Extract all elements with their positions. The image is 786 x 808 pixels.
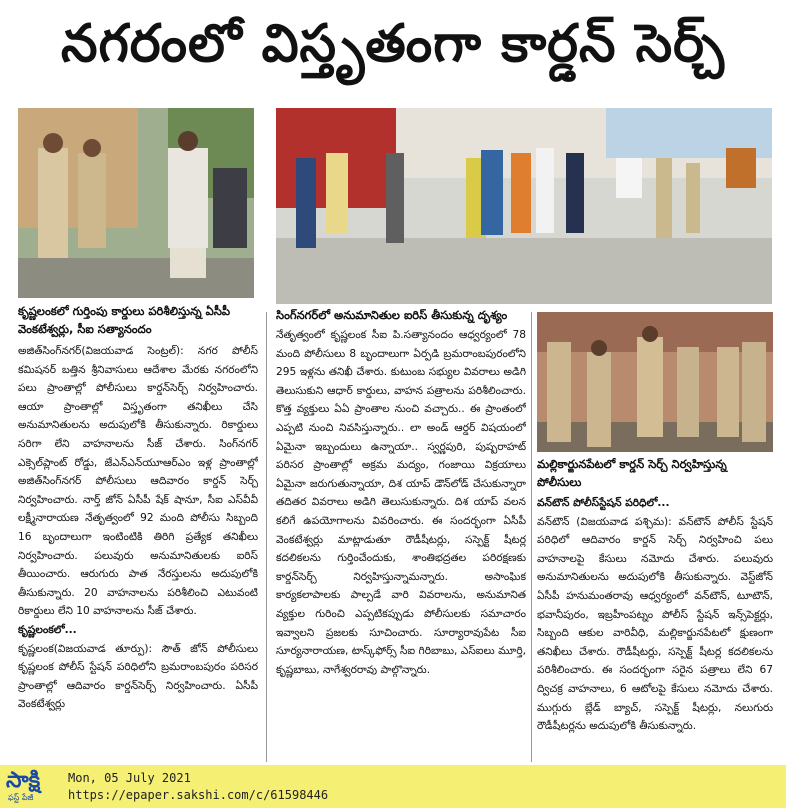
- col1-subheading: కృష్ణలంకలో...: [18, 623, 77, 636]
- photo-police-checking-id: [18, 108, 254, 298]
- column-divider-1: [266, 312, 267, 762]
- col2-paragraph-1: నేతృత్వంలో కృష్ణలంక సీఐ పి.సత్యానందం ఆధ్వర్యంలో 78 మంది పోలీసులు 8 బృందాలుగా ఏర్పడి బ్రమరాంబపురంలోని 295 ఇళ్లను తనిఖీ చేశారు. కుటుంబ సభ్యుల వివరాలు అడిగి తెలుసుకుని ఆధార్ కార్డులు, వాహన పత్రాలను పరిశీలించారు. కొత్త వ్యక్తులు ఏఏ ప్రాంతాల నుంచి వచ్చారు.. ఈ ప్రాంతంలో ఎప్పటి నుంచి నివసిస్తున్నారు.. లా అండ్ ఆర్డర్ విషయంలో ఏమైనా ఇబ్బందులు ఉన్నాయా.. స్వర్ణపురి, పుష్పరాహట్ పరిసర ప్రాంతాల్లో అక్రమ మద్యం, గంజాయి విక్రయాలు ఏమైనా జరుగుతున్నాయా, దిశ యాప్ డౌన్‌లోడ్ చేసుకున్నారా తదితర వివరాలు అడిగి తెలుసుకున్నారు. దిశ యాప్ వలన కలిగే ఉపయోగాలను వివరించారు. ఈ సందర్భంగా ఏసీపీ వెంకటేశ్వర్లు మాట్లాడుతూ రౌడీషీటర్లు, సస్పెక్ట్ షీటర్ల కదలికలను గుర్తించేందుకు, శాంతిభద్రతల పరిరక్షణకు కార్డన్‌సెర్చ్ నిర్వహిస్తున్నామన్నారు. అసాంఘిక కార్యకలాపాలకు పాల్పడే వారి వివరాలను, అనుమానిత వ్యక్తుల గురించి ఎప్పటికప్పుడు పోలీసులకు సమాచారం ఇవ్వాలని ప్రజలకు సూచించారు. సూర్యారావుపేట సీఐ సూర్యనారాయణ, టాస్క్‌ఫోర్స్ సీఐ గిరిబాబు, ఎస్‌ఐలు మూర్తి, కృష్ణబాబు, నాగేశ్వరరావు పాల్గొన్నారు.: [276, 329, 526, 676]
- col1-paragraph-1: అజిత్‌సింగ్‌నగర్(విజయవాడ సెంట్రల్): నగర పోలీస్ కమిషనర్ బత్తిన శ్రీనివాసులు ఆదేశాల మేరకు నగరంలోని పలు ప్రాంతాల్లో పోలీసులు కార్డన్‌సెర్చ్ నిర్వహించారు. ఆయా ప్రాంతాల్లో విస్తృతంగా తనిఖీలు చేసి అనుమానితులను అదుపులోకి తీసుకున్నారు. రికార్డులు సరిగా లేని వాహనాలను సీజ్ చేశారు. సింగ్‌నగర్ ఎక్సెల్‌ప్లాంట్ రోడ్డు, జేఎన్‌ఎన్‌యూఆర్‌ఎం ఇళ్ల ప్రాంతాల్లో అజిత్‌సింగ్‌నగర్ పోలీసులు ఆదివారం కార్డన్ సెర్చ్ నిర్వహించారు. నార్త్ జోన్ ఏసీపీ షేక్ షానూ, సీఐ ఎస్‌వీవీ లక్ష్మీనారాయణ నేతృత్వంలో 92 మంది పోలీసు సిబ్బంది 16 బృందాలుగా ఇంటింటికి తిరిగి ప్రత్యేక తనిఖీలు నిర్వహించారు. పలువురు అనుమానితులకు ఐరిస్ తీయించారు. ఆరుగురు పాత నేరస్తులను అదుపులోకి తీసుకున్నారు. 20 వాహనాలను పరిశీలించి ఎటువంటి రికార్డులు లేని 10 వాహనాలను సీజ్ చేశారు.: [18, 345, 258, 618]
- photo-iris-scan: [276, 108, 772, 304]
- photo-caption-middle: సింగ్‌నగర్‌లో అనుమానితుల ఐరిస్ తీసుకున్న దృశ్యం: [276, 308, 508, 322]
- col3-subheading: వన్‌టౌన్ పోలీస్‌స్టేషన్ పరిధిలో...: [537, 497, 670, 509]
- article-column-2: [276, 326, 526, 764]
- photo-caption-right: మల్లికార్జునపేటలో కార్డన్ సెర్చ్ నిర్వహిస్తున్న పోలీసులు: [537, 457, 727, 489]
- article-column-1: [18, 342, 258, 764]
- edition-date: Mon, 05 July 2021: [68, 771, 191, 785]
- col1-paragraph-2: కృష్ణలంక(విజయవాడ తూర్పు): సౌత్ జోన్ పోలీసులు కృష్ణలంక పోలీస్ స్టేషన్ పరిధిలోని బ్రమరాంబపురం పరిసర ప్రాంతాల్లో ఆదివారం కార్డన్‌సెర్చ్ నిర్వహించారు. ఏసీపీ వెంకటేశ్వర్లు: [18, 642, 258, 711]
- photo-caption-left: కృష్ణలంకలో గుర్తింపు కార్డులు పరిశీలిస్తున్న ఏసీపీ వెంకటేశ్వర్లు, సీఐ సత్యానందం: [18, 304, 231, 336]
- headline: నగరంలో విస్తృతంగా కార్డన్ సెర్చ్: [60, 13, 726, 74]
- logo-wordmark: సాక్షి: [6, 768, 41, 793]
- sakshi-logo: [6, 769, 62, 803]
- logo-subtext: ఫస్ట్ పేజీ: [8, 793, 34, 802]
- photo-police-group: [537, 312, 773, 452]
- epaper-url-link[interactable]: https://epaper.sakshi.com/c/61598446: [68, 788, 329, 802]
- col3-paragraph-1: వన్‌టౌన్ (విజయవాడ పశ్చిమ): వన్‌టౌన్ పోలీస్ స్టేషన్ పరిధిలో ఆదివారం కార్డన్ సెర్చ్ నిర్వహించి పలు వాహనాలపై కేసులు నమోదు చేశారు. పలువురు అనుమానితులను అదుపులోకి తీసుకున్నారు. వెస్ట్‌జోన్ ఏసీపీ హనుమంతరావు ఆధ్వర్యంలో వన్‌టౌన్, టూటౌన్, భవానీపురం, ఇబ్రహీంపట్నం పోలీస్ స్టేషన్ ఇన్స్‌పెక్టర్లు, సిబ్బంది ఆకుల వారివీధి, మల్లికార్జునపేటలో క్షుణంగా తనిఖీలు చేశారు. రౌడీషీటర్లు, సస్పెక్ట్ షీటర్ల కదలికలను పరిశీలించారు. ఈ సందర్భంగా సరైన పత్రాలు లేని 67 ద్విచక్ర వాహనాలు, 6 ఆటోలపై కేసులు నమోదు చేశారు. ముగ్గురు బ్లేడ్ బ్యాచ్, సస్పెక్ట్ షీటర్లు, నలుగురు రౌడీషీటర్లను అదుపులోకి తీసుకున్నారు.: [537, 515, 773, 733]
- epaper-footer: [0, 765, 786, 808]
- article-column-3: [537, 494, 773, 764]
- column-divider-2: [531, 312, 532, 762]
